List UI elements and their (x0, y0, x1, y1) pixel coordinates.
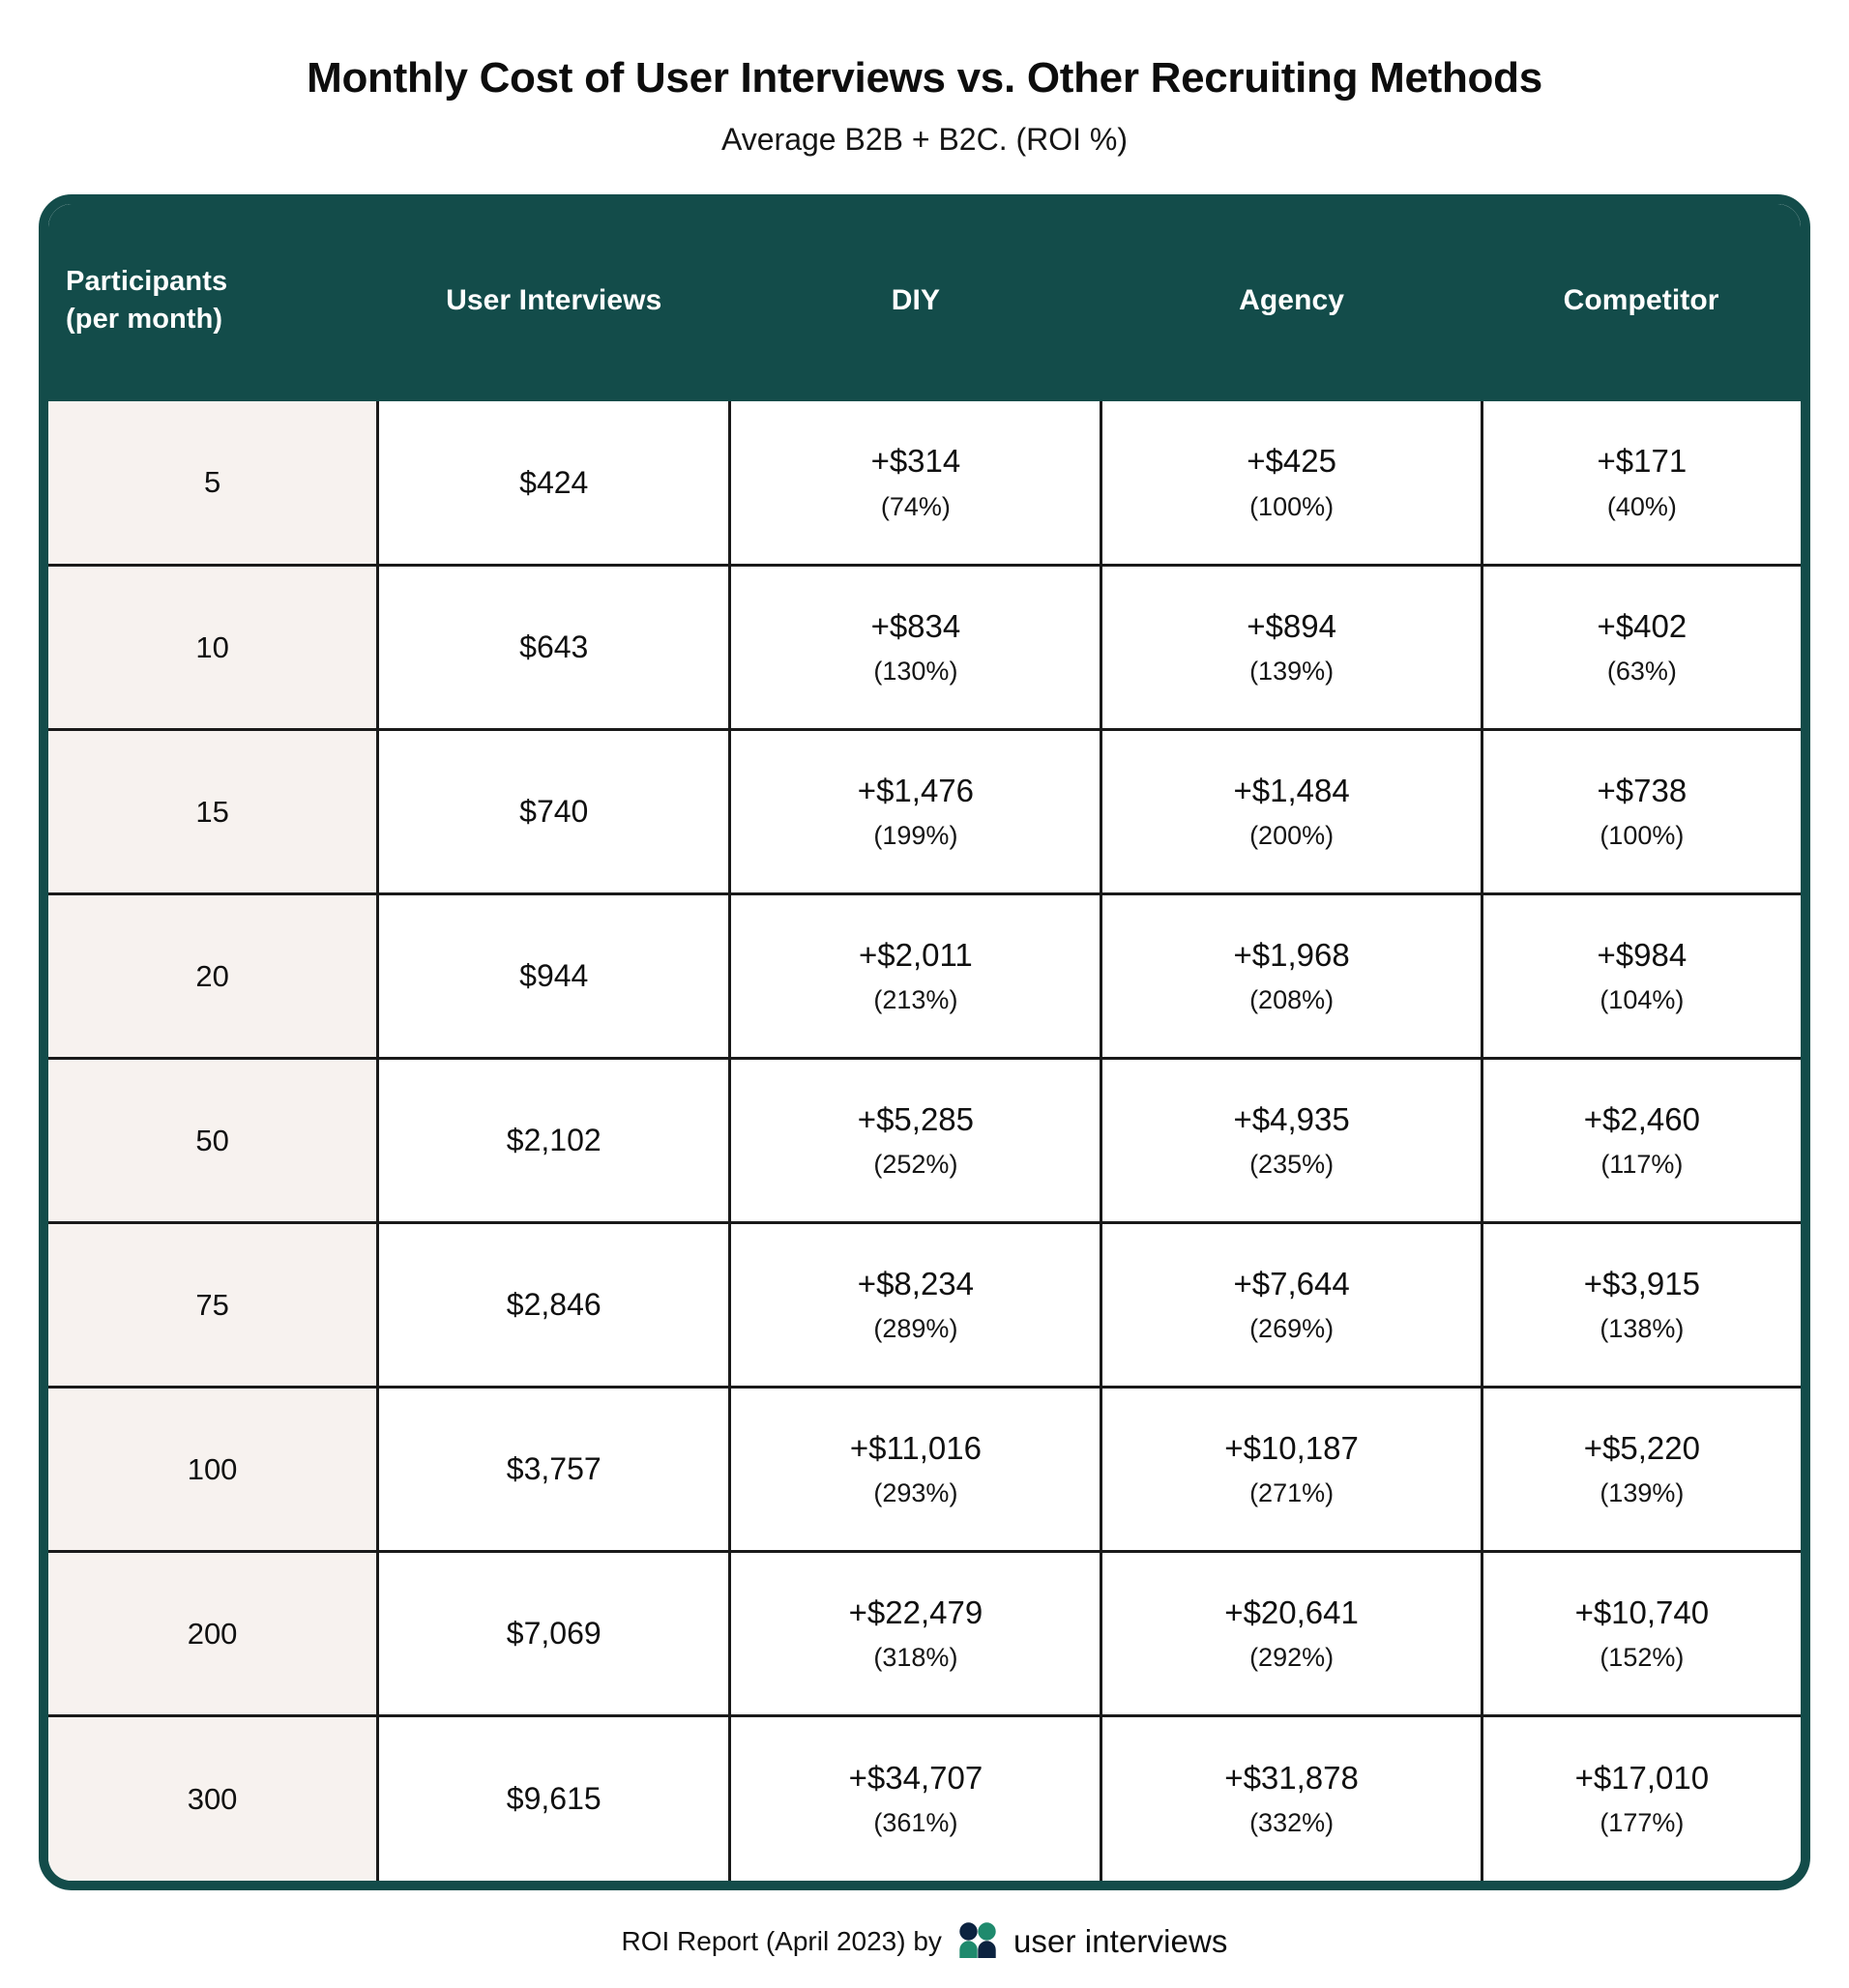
cell-diy-stack (737, 938, 1094, 1015)
cell-diy (730, 1552, 1101, 1716)
cell-competitor-stack (1489, 1102, 1795, 1180)
cell-competitor-percent: (138%) (1600, 1314, 1685, 1344)
cell-competitor (1482, 1059, 1801, 1223)
cell-agency-amount: +$31,878 (1224, 1759, 1359, 1796)
cell-competitor-percent: (63%) (1606, 657, 1677, 687)
cell-agency-amount: +$1,484 (1233, 772, 1350, 808)
cell-agency-amount: +$4,935 (1233, 1100, 1350, 1137)
cell-competitor-percent: (117%) (1600, 1150, 1684, 1180)
cell-competitor (1482, 401, 1801, 566)
cell-agency-amount: +$425 (1247, 443, 1336, 480)
cell-diy-stack (737, 1431, 1094, 1508)
roi-comparison-table (48, 204, 1801, 1881)
cell-agency (1101, 1059, 1482, 1223)
cell-competitor-percent: (40%) (1606, 491, 1677, 521)
cell-diy (730, 1223, 1101, 1388)
cell-competitor-percent: (177%) (1600, 1808, 1685, 1838)
cell-diy-percent: (213%) (873, 985, 958, 1015)
cell-competitor-percent: (104%) (1600, 985, 1685, 1015)
cell-agency-percent: (200%) (1249, 821, 1335, 851)
cell-diy-amount: +$834 (870, 607, 961, 644)
cell-user-interviews-cost: $2,102 (378, 1059, 730, 1223)
column-header-participants (48, 204, 378, 401)
cell-agency-stack (1108, 444, 1474, 521)
cell-competitor-stack (1489, 1761, 1795, 1838)
cell-diy-amount: +$314 (870, 443, 961, 480)
cell-agency-amount: +$20,641 (1224, 1593, 1359, 1630)
cell-agency-percent: (208%) (1249, 985, 1335, 1015)
page-title: Monthly Cost of User Interviews vs. Other Recruiting Methods (307, 54, 1542, 102)
participants-header-line2: (per month) (66, 303, 223, 335)
cell-diy (730, 894, 1101, 1059)
cell-diy-stack (737, 609, 1094, 687)
cell-diy-amount: +$1,476 (857, 772, 975, 808)
header-row (48, 204, 1801, 401)
cell-participants: 300 (48, 1716, 378, 1881)
cell-participants: 75 (48, 1223, 378, 1388)
cell-diy-amount: +$5,285 (857, 1100, 975, 1137)
cell-agency-percent: (139%) (1249, 657, 1335, 687)
cell-diy-stack (737, 1267, 1094, 1344)
cell-competitor-stack (1489, 609, 1795, 687)
cell-diy-amount: +$11,016 (849, 1429, 982, 1466)
cell-agency (1101, 401, 1482, 566)
cell-participants: 200 (48, 1552, 378, 1716)
cell-competitor-percent: (100%) (1600, 821, 1685, 851)
cell-competitor-stack (1489, 1431, 1795, 1508)
cell-participants: 20 (48, 894, 378, 1059)
cell-diy-percent: (74%) (880, 491, 951, 521)
table-row (48, 1716, 1801, 1881)
table-row (48, 1388, 1801, 1552)
cell-diy-percent: (289%) (873, 1314, 958, 1344)
cell-diy (730, 730, 1101, 894)
cell-user-interviews-cost: $3,757 (378, 1388, 730, 1552)
cell-competitor-amount: +$402 (1597, 607, 1688, 644)
cell-competitor (1482, 730, 1801, 894)
cell-competitor-stack (1489, 938, 1795, 1015)
cell-competitor-stack (1489, 774, 1795, 851)
footer-report-text: ROI Report (April 2023) by (621, 1925, 942, 1956)
two-people-icon (955, 1919, 1000, 1964)
cell-diy-stack (737, 444, 1094, 521)
cell-agency-stack (1108, 938, 1474, 1015)
cell-agency-stack (1108, 1761, 1474, 1838)
table-body (48, 401, 1801, 1881)
column-header-user-interviews: User Interviews (446, 283, 662, 316)
cell-agency-stack (1108, 609, 1474, 687)
cell-diy (730, 401, 1101, 566)
cell-agency-percent: (269%) (1249, 1314, 1335, 1344)
cell-user-interviews-cost: $2,846 (378, 1223, 730, 1388)
cell-competitor (1482, 894, 1801, 1059)
cell-agency-stack (1108, 1102, 1474, 1180)
cell-diy (730, 1388, 1101, 1552)
cell-diy-percent: (361%) (873, 1808, 958, 1838)
cell-diy-stack (737, 1595, 1094, 1673)
cell-participants: 10 (48, 566, 378, 730)
cell-agency-amount: +$1,968 (1233, 936, 1350, 973)
cell-agency (1101, 1223, 1482, 1388)
page-subtitle: Average B2B + B2C. (ROI %) (720, 121, 1129, 157)
column-header-agency: Agency (1239, 283, 1345, 316)
cell-competitor-amount: +$10,740 (1574, 1593, 1710, 1630)
cell-agency-stack (1108, 774, 1474, 851)
cell-diy-amount: +$34,707 (848, 1759, 983, 1796)
cell-competitor-stack (1489, 444, 1795, 521)
cell-user-interviews-cost: $643 (378, 566, 730, 730)
cell-participants: 100 (48, 1388, 378, 1552)
cell-agency (1101, 730, 1482, 894)
cell-agency-percent: (271%) (1249, 1478, 1335, 1508)
cell-agency (1101, 1716, 1482, 1881)
cell-participants: 50 (48, 1059, 378, 1223)
cell-competitor-amount: +$2,460 (1583, 1100, 1700, 1137)
cell-user-interviews-cost: $9,615 (378, 1716, 730, 1881)
table-header (48, 204, 1801, 401)
cell-agency-stack (1108, 1267, 1474, 1344)
cell-diy-stack (737, 1761, 1094, 1838)
cell-diy (730, 1059, 1101, 1223)
cell-agency (1101, 894, 1482, 1059)
column-header-competitor: Competitor (1563, 283, 1719, 316)
cell-agency-amount: +$10,187 (1224, 1429, 1359, 1466)
participants-header-line1: Participants (66, 266, 228, 298)
cell-diy-percent: (318%) (873, 1643, 958, 1673)
cell-diy-stack (737, 1102, 1094, 1180)
title-block (0, 0, 1849, 158)
table-row (48, 1552, 1801, 1716)
cell-agency-percent: (332%) (1249, 1808, 1335, 1838)
cell-agency-amount: +$7,644 (1233, 1265, 1350, 1301)
cell-diy-amount: +$22,479 (848, 1593, 983, 1630)
cell-competitor-amount: +$984 (1597, 936, 1688, 973)
table-row (48, 566, 1801, 730)
cell-competitor-amount: +$5,220 (1583, 1429, 1700, 1466)
roi-table-container (39, 194, 1810, 1890)
cell-agency (1101, 1552, 1482, 1716)
cell-agency-amount: +$894 (1247, 607, 1336, 644)
cell-diy (730, 1716, 1101, 1881)
cell-participants: 15 (48, 730, 378, 894)
cell-diy-amount: +$8,234 (857, 1265, 975, 1301)
footer-credit (0, 1919, 1849, 1964)
cell-diy-stack (737, 774, 1094, 851)
cell-competitor-amount: +$738 (1597, 772, 1688, 808)
cell-agency-percent: (235%) (1249, 1150, 1335, 1180)
cell-competitor (1482, 1716, 1801, 1881)
table-row (48, 894, 1801, 1059)
cell-competitor-stack (1489, 1267, 1795, 1344)
cell-diy (730, 566, 1101, 730)
cell-user-interviews-cost: $740 (378, 730, 730, 894)
cell-diy-percent: (130%) (873, 657, 958, 687)
cell-competitor-amount: +$3,915 (1583, 1265, 1700, 1301)
table-row (48, 1059, 1801, 1223)
cell-agency-percent: (292%) (1249, 1643, 1335, 1673)
cell-diy-percent: (293%) (873, 1478, 958, 1508)
cell-competitor (1482, 1223, 1801, 1388)
cell-competitor-amount: +$171 (1597, 443, 1688, 480)
cell-competitor-percent: (152%) (1600, 1643, 1685, 1673)
cell-competitor-stack (1489, 1595, 1795, 1673)
cell-diy-percent: (252%) (873, 1150, 958, 1180)
cell-user-interviews-cost: $944 (378, 894, 730, 1059)
cell-user-interviews-cost: $424 (378, 401, 730, 566)
cell-agency (1101, 566, 1482, 730)
cell-agency-percent: (100%) (1249, 491, 1335, 521)
cell-competitor (1482, 1552, 1801, 1716)
cell-agency-stack (1108, 1595, 1474, 1673)
brand-name: user interviews (1013, 1922, 1228, 1959)
table-row (48, 401, 1801, 566)
cell-competitor (1482, 566, 1801, 730)
cell-participants: 5 (48, 401, 378, 566)
table-row (48, 1223, 1801, 1388)
cell-user-interviews-cost: $7,069 (378, 1552, 730, 1716)
cell-agency-stack (1108, 1431, 1474, 1508)
cell-agency (1101, 1388, 1482, 1552)
cell-competitor (1482, 1388, 1801, 1552)
cell-competitor-amount: +$17,010 (1574, 1759, 1710, 1796)
cell-diy-amount: +$2,011 (859, 936, 973, 973)
table-row (48, 730, 1801, 894)
cell-diy-percent: (199%) (873, 821, 958, 851)
column-header-diy: DIY (891, 283, 941, 316)
cell-competitor-percent: (139%) (1600, 1478, 1685, 1508)
